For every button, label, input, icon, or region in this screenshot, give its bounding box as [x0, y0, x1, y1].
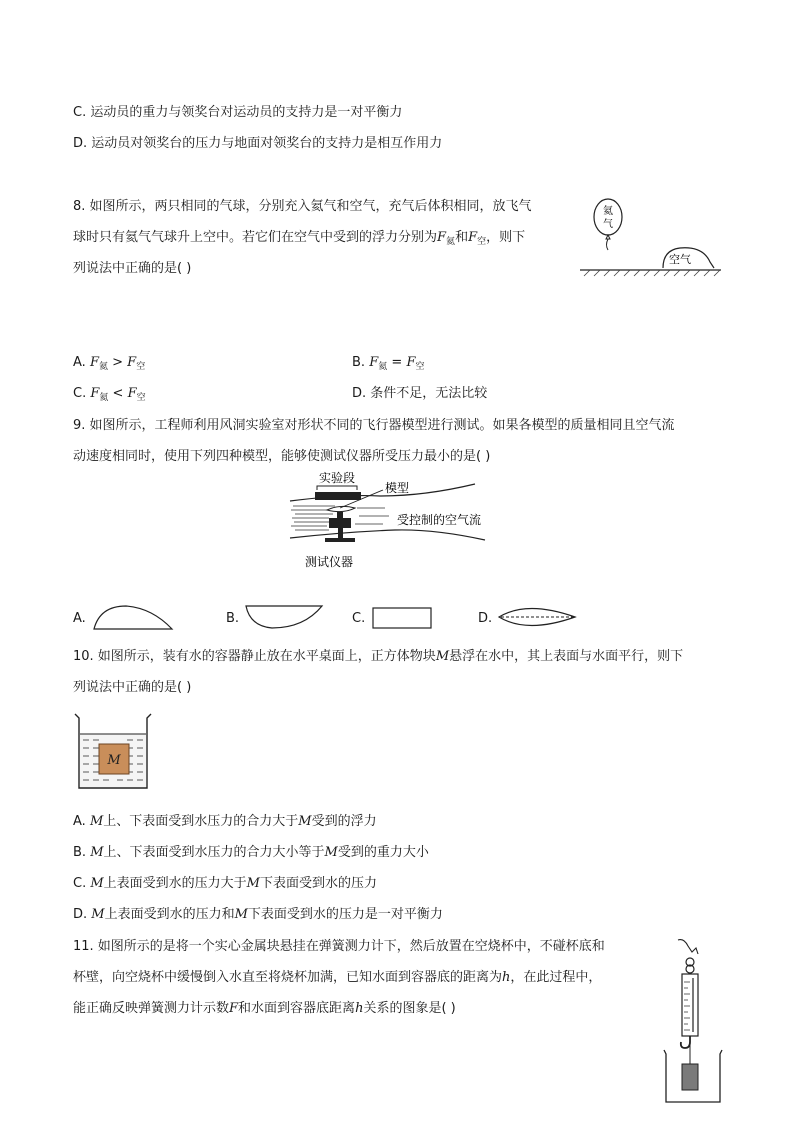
q10-stem-line2: 列说法中正确的是( )	[73, 680, 192, 695]
q8-stem-text: 和	[455, 230, 469, 245]
q9-option-d: D.	[478, 611, 493, 626]
height-symbol: h	[355, 1001, 364, 1016]
block-symbol: M	[91, 907, 105, 922]
subscript-air: 空	[415, 362, 425, 372]
test-section-label: 实验段	[318, 471, 356, 485]
subscript-air: 空	[136, 362, 146, 372]
block-symbol: M	[90, 845, 104, 860]
helium-balloon	[594, 199, 622, 250]
option-text: 上、下表面受到水压力的合力大于	[103, 814, 299, 829]
option-text: 受到的重力大小	[337, 845, 429, 860]
q8-balloon-figure	[578, 190, 728, 280]
air-balloon	[663, 248, 714, 268]
force-symbol: F	[90, 386, 100, 401]
q10-option-a	[73, 813, 377, 831]
q10-stem-line1	[73, 648, 683, 666]
wind-tunnel-figure	[285, 466, 525, 576]
force-symbol: F	[437, 230, 447, 245]
q9-option-c: C.	[352, 611, 366, 626]
block-symbol: M	[324, 845, 338, 860]
subscript-air: 空	[136, 393, 146, 403]
comparison-operator: =	[391, 355, 403, 370]
q10-option-b	[73, 844, 429, 862]
option-text: 上表面受到水的压力和	[104, 907, 235, 922]
q8-option-c	[73, 385, 146, 404]
ground	[580, 270, 721, 276]
air-label: 空气	[669, 253, 691, 266]
q8-option-b	[352, 354, 424, 373]
force-symbol: F	[229, 1001, 239, 1016]
q8-stem-line2	[73, 229, 525, 248]
q9-stem-line2: 动速度相同时，使用下列四种模型，能够使测试仪器所受压力最小的是( )	[73, 449, 491, 464]
model-label: 模型	[385, 481, 410, 495]
q8-stem-line3: 列说法中正确的是( )	[73, 261, 192, 276]
airfoil-shape-a	[92, 604, 174, 630]
block-symbol: M	[246, 876, 260, 891]
q11-stem-text: 能正确反映弹簧测力计示数	[73, 1001, 230, 1016]
q8-option-d: D. 条件不足，无法比较	[352, 386, 488, 401]
force-symbol: F	[89, 355, 99, 370]
option-text: 上、下表面受到水压力的合力大小等于	[103, 845, 325, 860]
q8-option-a	[73, 354, 145, 373]
option-label: C.	[73, 876, 91, 891]
subscript-he: 氦	[99, 393, 109, 403]
height-symbol: h	[502, 970, 511, 985]
q10-option-d	[73, 906, 443, 924]
force-symbol: F	[406, 355, 416, 370]
option-text: 下表面受到水的压力	[259, 876, 377, 891]
option-text: 受到的浮力	[311, 814, 377, 829]
block-m-label: M	[107, 753, 121, 768]
force-symbol: F	[127, 355, 137, 370]
option-text: 下表面受到水的压力是一对平衡力	[247, 907, 443, 922]
q8-stem-text: ，则下	[486, 230, 526, 245]
block-symbol: M	[435, 649, 450, 664]
force-symbol: F	[127, 386, 137, 401]
comparison-operator: <	[112, 386, 124, 401]
comparison-operator: >	[112, 355, 124, 370]
beaker-figure	[73, 712, 157, 792]
option-label: B.	[73, 845, 91, 860]
q11-stem-text: ，在此过程中，	[510, 970, 602, 985]
block-symbol: M	[89, 814, 104, 829]
option-label: A.	[73, 355, 86, 370]
q11-stem-text: 关系的图象是( )	[363, 1001, 456, 1016]
block-symbol: M	[234, 907, 248, 922]
subscript-he: 氦	[378, 362, 388, 372]
q8-stem-text: 球时只有氦气气球升上空中。若它们在空气中受到的浮力分别为	[73, 230, 438, 245]
q7-option-d: D. 运动员对领奖台的压力与地面对领奖台的支持力是相互作用力	[73, 136, 443, 151]
option-label: B.	[352, 355, 366, 370]
option-text: 上表面受到水的压力大于	[103, 876, 247, 891]
subscript-air: 空	[477, 237, 487, 247]
option-label: C.	[73, 386, 87, 401]
q7-option-c: C. 运动员的重力与领奖台对运动员的支持力是一对平衡力	[73, 105, 403, 120]
airfoil-shape-b	[244, 604, 324, 630]
q10-stem-text: 悬浮在水中，其上表面与水面平行，则下	[449, 649, 684, 664]
q11-stem-text: 杯壁，向空烧杯中缓慢倒入水直至将烧杯加满，已知水面到容器底的距离为	[73, 970, 503, 985]
subscript-he: 氦	[446, 237, 456, 247]
q11-stem-line1: 11. 如图所示的是将一个实心金属块悬挂在弹簧测力计下，然后放置在空烧杯中，不碰杯底和	[73, 939, 605, 954]
q11-stem-line2	[73, 969, 601, 987]
option-label: A.	[73, 814, 90, 829]
block-symbol: M	[90, 876, 104, 891]
q9-option-b: B.	[226, 611, 240, 626]
q10-stem-text: 10. 如图所示，装有水的容器静止放在水平桌面上，正方体物块	[73, 649, 436, 664]
lens-shape-d	[497, 604, 577, 630]
spring-scale-figure	[660, 936, 724, 1104]
helium-label-2: 气	[603, 219, 613, 230]
hand-icon	[678, 940, 698, 973]
airflow-label: 受控制的空气流	[397, 513, 482, 527]
instrument-label: 测试仪器	[305, 555, 354, 569]
q10-option-c	[73, 875, 377, 893]
block-symbol: M	[298, 814, 312, 829]
force-symbol: F	[468, 230, 478, 245]
q9-stem-line1: 9. 如图所示，工程师利用风洞实验室对形状不同的飞行器模型进行测试。如果各模型的质量相同且空气流	[73, 418, 675, 433]
helium-label-1: 氦	[603, 206, 613, 217]
q9-option-a: A.	[73, 611, 86, 626]
rectangle-shape-c	[372, 607, 432, 629]
q11-stem-line3	[73, 1000, 456, 1018]
option-label: D.	[73, 907, 92, 922]
force-symbol: F	[369, 355, 379, 370]
q8-stem-line1: 8. 如图所示，两只相同的气球，分别充入氦气和空气，充气后体积相同，放飞气	[73, 199, 532, 214]
q11-stem-text: 和水面到容器底距离	[238, 1001, 356, 1016]
subscript-he: 氦	[98, 362, 108, 372]
